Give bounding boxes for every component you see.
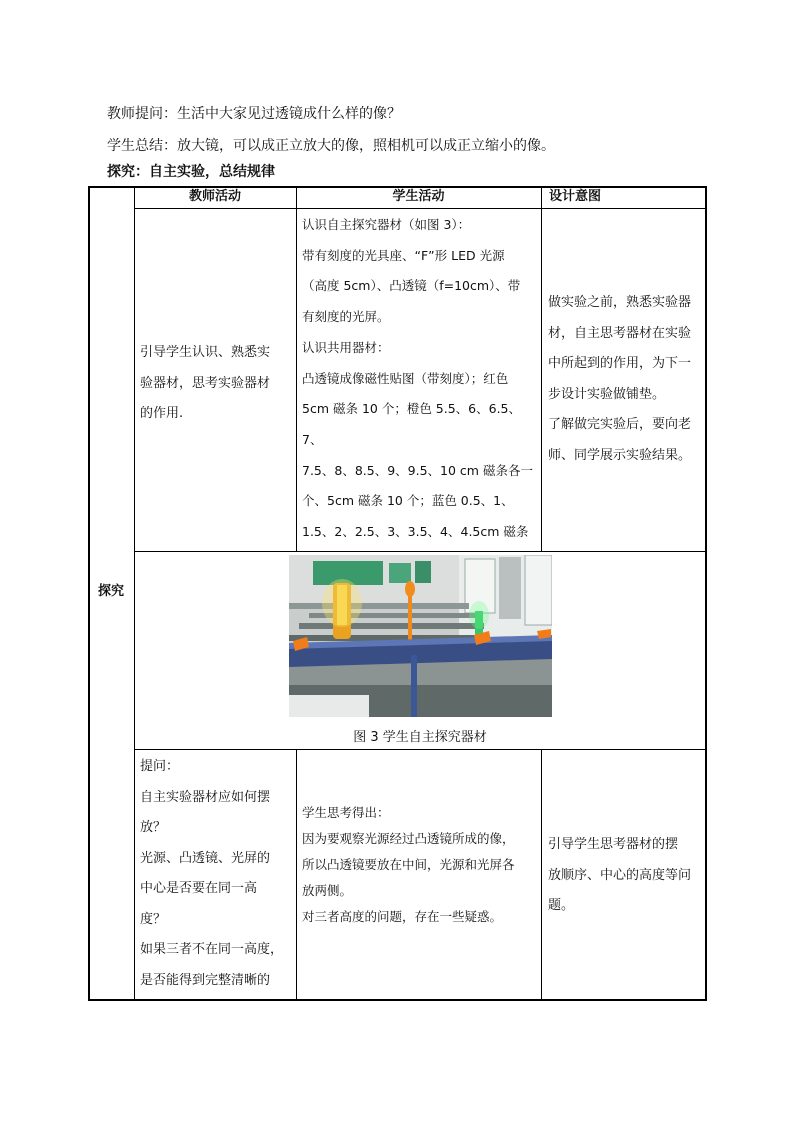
col-divider-2-top (541, 186, 542, 551)
teacher-question: 教师提问：生活中大家见过透镜成什么样的像？ (107, 106, 401, 122)
row1-design-intent: 做实验之前，熟悉实验器 材，自主思考器材在实验 中所起到的作用，为下一 步设计实验做铺垫。 了解做完实验后，要向老 师、同学展示实验结果。 (548, 295, 692, 463)
row3-design-intent: 引导学生思考器材的摆 放顺序、中心的高度等问 题。 (548, 837, 692, 913)
figure-caption: 图 3 学生自主探究器材 (353, 730, 487, 745)
row3-teacher-activity: 提问： 自主实验器材应如何摆 放？ 光源、凸透镜、光屏的 中心是否要在同一高 度？ 如果三者不在同一高度， 是否能得到完整清晰的 (140, 759, 284, 988)
col-divider-2-bottom (541, 749, 542, 1001)
header-student-activity: 学生活动 (392, 189, 445, 204)
row3-student-activity: 学生思考得出： 因为要观察光源经过凸透镜所成的像， 所以凸透镜要放在中间，光源和光屏各 放两侧。 对三者高度的问题，存在一些疑惑。 (302, 805, 515, 924)
side-label-explore: 探究 (97, 584, 124, 599)
row1-teacher-activity: 引导学生认识、熟悉实 验器材，思考实验器材 的作用. (140, 345, 271, 421)
row1-student-activity: 认识自主探究器材（如图 3）： 带有刻度的光具座、“F”形 LED 光源 （高度 5cm）、凸透镜（f=10cm）、带 有刻度的光屏。 认识共用器材： 凸透镜成像磁性贴图（带刻度）；红色 5cm 磁条 10 个；橙色 5.5、6、6.5、7、 7.5、8、8.5、9、9.5、10 cm 磁条各一 个、5cm 磁条 10 个；蓝色 0.5、1、 1.5、2、2.5、3、3.5、4、4.5cm 磁条 (302, 217, 533, 540)
row2-divider (134, 749, 706, 750)
table-right-border (705, 186, 707, 1001)
header-divider (134, 208, 706, 209)
header-design-intent: 设计意图 (549, 189, 602, 204)
student-summary: 学生总结：放大镜，可以成正立放大的像，照相机可以成正立缩小的像。 (107, 138, 555, 154)
side-column-border (134, 186, 135, 1001)
col-divider-1-bottom (296, 749, 297, 1001)
header-teacher-activity: 教师活动 (188, 189, 241, 204)
section-heading: 探究：自主实验，总结规律 (107, 164, 275, 180)
table-bottom-border (88, 999, 706, 1001)
experiment-apparatus-photo (289, 555, 552, 717)
lesson-table (88, 186, 706, 1001)
col-divider-1-top (296, 186, 297, 551)
